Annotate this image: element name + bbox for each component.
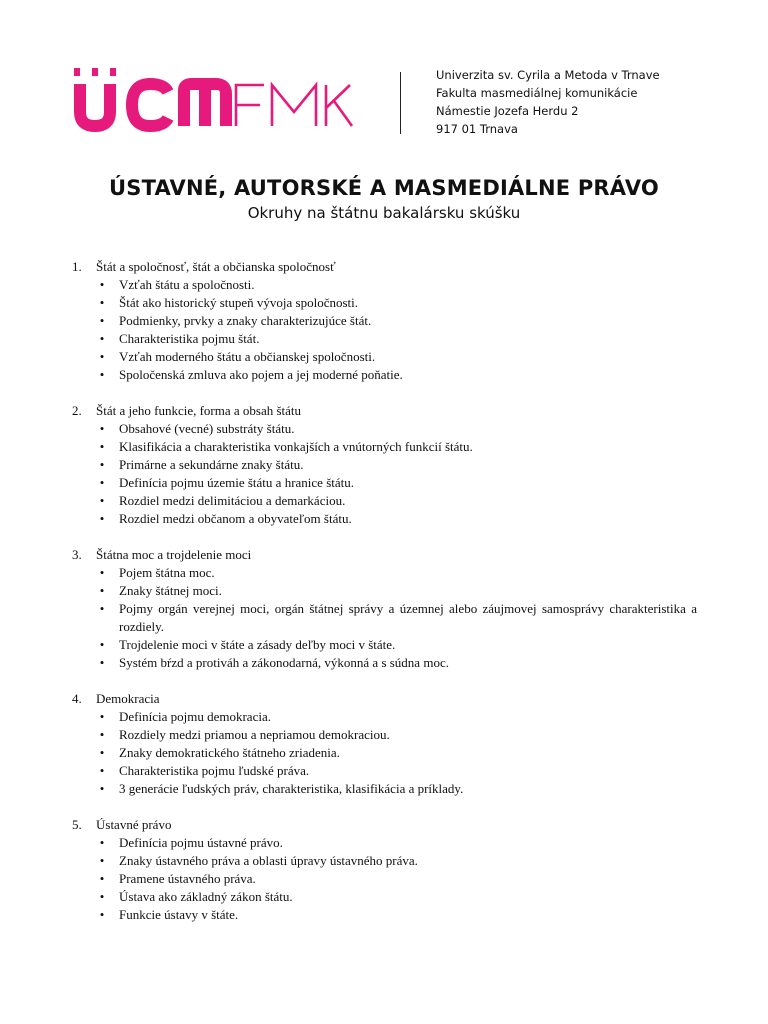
logo-letter-m-thin bbox=[272, 85, 316, 126]
logo-letter-c bbox=[132, 84, 168, 126]
topic-title: Štátna moc a trojdelenie moci bbox=[96, 547, 252, 562]
topic-items bbox=[72, 708, 697, 798]
bullet-icon: • bbox=[99, 493, 105, 508]
logo-crown-middle bbox=[92, 68, 98, 76]
ucm-fmk-logo bbox=[72, 68, 354, 134]
list-item bbox=[72, 636, 697, 654]
list-item-text: Systém bŕzd a protiváh a zákonodarná, výkonná a s súdna moc. bbox=[119, 655, 449, 670]
document-subtitle: Okruhy na štátnu bakalársku skúšku bbox=[247, 204, 521, 222]
list-item bbox=[72, 438, 697, 456]
topic-items bbox=[72, 420, 697, 528]
bullet-icon: • bbox=[99, 439, 105, 454]
bullet-icon: • bbox=[99, 475, 105, 490]
list-item-text: Definícia pojmu demokracia. bbox=[119, 709, 271, 724]
list-item-text: Vzťah štátu a spoločnosti. bbox=[119, 277, 255, 292]
list-item bbox=[72, 654, 697, 672]
topic-number: 1. bbox=[72, 259, 82, 274]
topic-section bbox=[72, 546, 697, 672]
bullet-icon: • bbox=[99, 349, 105, 364]
list-item bbox=[72, 348, 697, 366]
list-item bbox=[72, 780, 697, 798]
topic-items bbox=[72, 564, 697, 672]
bullet-icon: • bbox=[99, 601, 105, 616]
bullet-icon: • bbox=[99, 835, 105, 850]
list-item bbox=[72, 906, 697, 924]
list-item-text: Podmienky, prvky a znaky charakterizujúce štát. bbox=[119, 313, 372, 328]
list-item-text: Obsahové (vecné) substráty štátu. bbox=[119, 421, 295, 436]
list-item-text: Ústava ako základný zákon štátu. bbox=[119, 889, 293, 904]
topic-section bbox=[72, 402, 697, 528]
list-item bbox=[72, 834, 697, 852]
topic-section bbox=[72, 690, 697, 798]
bullet-icon: • bbox=[99, 421, 105, 436]
logo-letter-f bbox=[236, 85, 264, 126]
list-item bbox=[72, 276, 697, 294]
list-item-text: Rozdiel medzi delimitáciou a demarkáciou. bbox=[119, 493, 346, 508]
topic-title: Štát a spoločnosť, štát a občianska spoločnosť bbox=[96, 259, 336, 274]
list-item bbox=[72, 366, 697, 384]
topic-title: Demokracia bbox=[96, 691, 160, 706]
bullet-icon: • bbox=[99, 745, 105, 760]
topic-title: Ústavné právo bbox=[96, 817, 172, 832]
document-header bbox=[0, 0, 768, 150]
address-line: Fakulta masmediálnej komunikácie bbox=[436, 86, 638, 100]
list-item-text: Pojem štátna moc. bbox=[119, 565, 215, 580]
list-item-text: Znaky štátnej moci. bbox=[119, 583, 222, 598]
logo-letter-m bbox=[184, 84, 226, 126]
address-line: Univerzita sv. Cyrila a Metoda v Trnave bbox=[436, 68, 660, 82]
list-item-text: Vzťah moderného štátu a občianskej spoločnosti. bbox=[119, 349, 376, 364]
topic-heading bbox=[72, 690, 697, 708]
bullet-icon: • bbox=[99, 709, 105, 724]
topic-number: 3. bbox=[72, 547, 82, 562]
bullet-icon: • bbox=[99, 565, 105, 580]
list-item-text: Rozdiely medzi priamou a nepriamou demokraciou. bbox=[119, 727, 390, 742]
bullet-icon: • bbox=[99, 637, 105, 652]
bullet-icon: • bbox=[99, 889, 105, 904]
topic-heading bbox=[72, 816, 697, 834]
bullet-icon: • bbox=[99, 331, 105, 346]
topic-heading bbox=[72, 402, 697, 420]
bullet-icon: • bbox=[99, 655, 105, 670]
topic-section bbox=[72, 816, 697, 924]
bullet-icon: • bbox=[99, 367, 105, 382]
topic-number: 2. bbox=[72, 403, 82, 418]
logo-graphic bbox=[72, 68, 354, 134]
address-line: 917 01 Trnava bbox=[436, 122, 518, 136]
topic-number: 5. bbox=[72, 817, 82, 832]
list-item bbox=[72, 474, 697, 492]
topic-section bbox=[72, 258, 697, 384]
address-block bbox=[436, 66, 660, 138]
list-item bbox=[72, 852, 697, 870]
list-item-text: Rozdiel medzi občanom a obyvateľom štátu. bbox=[119, 511, 352, 526]
bullet-icon: • bbox=[99, 583, 105, 598]
bullet-icon: • bbox=[99, 907, 105, 922]
bullet-icon: • bbox=[99, 295, 105, 310]
logo-letter-k bbox=[326, 85, 352, 126]
list-item bbox=[72, 600, 697, 636]
address-line: Námestie Jozefa Herdu 2 bbox=[436, 104, 579, 118]
logo-letter-u bbox=[80, 84, 110, 126]
list-item-text: Primárne a sekundárne znaky štátu. bbox=[119, 457, 304, 472]
list-item-text: Znaky demokratického štátneho zriadenia. bbox=[119, 745, 340, 760]
list-item-text: Charakteristika pojmu štát. bbox=[119, 331, 260, 346]
list-item-text: Definícia pojmu ústavné právo. bbox=[119, 835, 283, 850]
bullet-icon: • bbox=[99, 853, 105, 868]
list-item-text: Pojmy orgán verejnej moci, orgán štátnej správy a územnej alebo záujmovej samosprávy charakteristika a rozdiely. bbox=[119, 601, 697, 634]
list-item bbox=[72, 294, 697, 312]
list-item bbox=[72, 582, 697, 600]
list-item-text: 3 generácie ľudských práv, charakteristika, klasifikácia a príklady. bbox=[119, 781, 464, 796]
list-item-text: Štát ako historický stupeň vývoja spoločnosti. bbox=[119, 295, 359, 310]
topic-title: Štát a jeho funkcie, forma a obsah štátu bbox=[96, 403, 302, 418]
topic-heading bbox=[72, 546, 697, 564]
topic-items bbox=[72, 834, 697, 924]
list-item bbox=[72, 312, 697, 330]
list-item bbox=[72, 420, 697, 438]
list-item bbox=[72, 762, 697, 780]
list-item bbox=[72, 726, 697, 744]
list-item bbox=[72, 744, 697, 762]
list-item-text: Definícia pojmu územie štátu a hranice štátu. bbox=[119, 475, 354, 490]
list-item bbox=[72, 708, 697, 726]
header-divider bbox=[400, 72, 401, 134]
list-item bbox=[72, 564, 697, 582]
logo-crown-left bbox=[74, 68, 80, 76]
list-item-text: Trojdelenie moci v štáte a zásady deľby moci v štáte. bbox=[119, 637, 396, 652]
topics-list bbox=[72, 258, 697, 942]
bullet-icon: • bbox=[99, 763, 105, 778]
logo-crown-right bbox=[110, 68, 116, 76]
list-item-text: Charakteristika pojmu ľudské práva. bbox=[119, 763, 310, 778]
list-item-text: Znaky ústavného práva a oblasti úpravy ústavného práva. bbox=[119, 853, 418, 868]
bullet-icon: • bbox=[99, 457, 105, 472]
list-item bbox=[72, 870, 697, 888]
document-title: ÚSTAVNÉ, AUTORSKÉ A MASMEDIÁLNE PRÁVO bbox=[109, 176, 659, 200]
bullet-icon: • bbox=[99, 727, 105, 742]
list-item-text: Funkcie ústavy v štáte. bbox=[119, 907, 239, 922]
bullet-icon: • bbox=[99, 277, 105, 292]
bullet-icon: • bbox=[99, 313, 105, 328]
list-item-text: Pramene ústavného práva. bbox=[119, 871, 256, 886]
list-item bbox=[72, 492, 697, 510]
topic-number: 4. bbox=[72, 691, 82, 706]
list-item bbox=[72, 330, 697, 348]
list-item bbox=[72, 888, 697, 906]
list-item bbox=[72, 510, 697, 528]
bullet-icon: • bbox=[99, 511, 105, 526]
list-item-text: Spoločenská zmluva ako pojem a jej moderné poňatie. bbox=[119, 367, 403, 382]
bullet-icon: • bbox=[99, 871, 105, 886]
list-item bbox=[72, 456, 697, 474]
topic-items bbox=[72, 276, 697, 384]
topic-heading bbox=[72, 258, 697, 276]
bullet-icon: • bbox=[99, 781, 105, 796]
list-item-text: Klasifikácia a charakteristika vonkajších a vnútorných funkcií štátu. bbox=[119, 439, 473, 454]
